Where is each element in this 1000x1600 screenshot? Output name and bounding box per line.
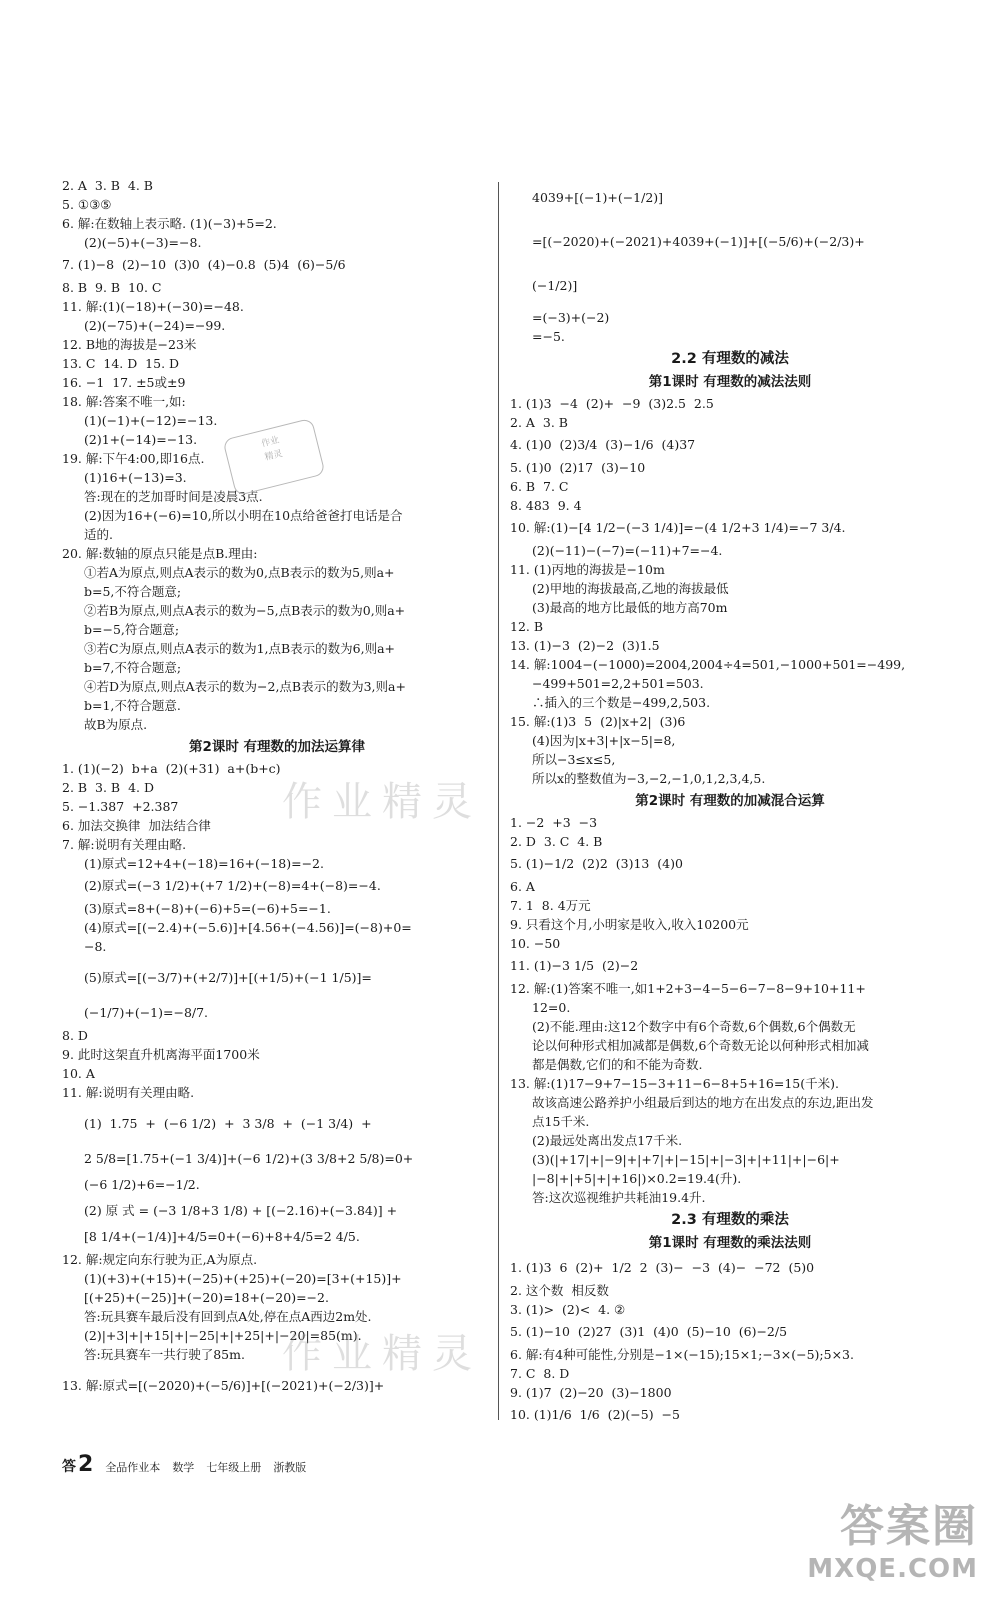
- answer-mark: 答: [62, 1459, 76, 1475]
- answer-line: (1)(+3)+(+15)+(−25)+(+25)+(−20)=[3+(+15)]+: [84, 1271, 402, 1286]
- answer-line: (2)1+(−14)=−13.: [84, 432, 198, 447]
- answer-line: 答:玩具赛车最后没有回到点A处,停在点A西边2m处.: [84, 1309, 372, 1324]
- lesson-title: 第1课时 有理数的乘法法则: [648, 1235, 812, 1251]
- answer-line: b=−5,符合题意;: [84, 622, 180, 637]
- answer-line: 2 5/8=[1.75+(−1 3/4)]+(−6 1/2)+(3 3/8+2 5/8)=0+: [84, 1151, 414, 1166]
- answer-line: 2. 这个数 相反数: [510, 1283, 609, 1298]
- answer-line: 13. (1)−3 (2)−2 (3)1.5: [510, 638, 660, 653]
- answer-line: 4039+[(−1)+(−1/2)]: [532, 190, 664, 205]
- answer-line: 7. (1)−8 (2)−10 (3)0 (4)−0.8 (5)4 (6)−5/6: [62, 257, 346, 272]
- column-divider: [498, 182, 499, 1420]
- answer-line: 11. (1)−3 1/5 (2)−2: [510, 958, 639, 973]
- stamp-text: 作业: [260, 435, 281, 450]
- answer-line: 2. A 3. B: [510, 415, 568, 430]
- answer-line: 7. 1 8. 4万元: [510, 898, 591, 913]
- answer-line: (3)原式=8+(−8)+(−6)+5=(−6)+5=−1.: [84, 901, 331, 916]
- answer-line: 11. 解:说明有关理由略.: [62, 1085, 195, 1100]
- answer-line: ③若C为原点,则点A表示的数为1,点B表示的数为6,则a+: [84, 641, 396, 656]
- answer-line: 10. (1)1/6 1/6 (2)(−5) −5: [510, 1407, 680, 1422]
- answer-line: (1)16+(−13)=3.: [84, 470, 187, 485]
- answer-line: (−1/2)]: [532, 278, 578, 293]
- logo-url: MXQE.COM: [807, 1554, 978, 1584]
- answer-line: =(−3)+(−2): [532, 310, 610, 325]
- answer-line: 答:现在的芝加哥时间是凌晨3点.: [84, 489, 263, 504]
- answer-line: 故B为原点.: [84, 717, 148, 732]
- site-logo: [807, 1490, 978, 1584]
- right-column: [510, 176, 950, 1428]
- answer-line: 点15千米.: [532, 1114, 590, 1129]
- answer-line: b=1,不符合题意.: [84, 698, 181, 713]
- answer-line: ①若A为原点,则点A表示的数为0,点B表示的数为5,则a+: [84, 565, 395, 580]
- lesson-title: 第1课时 有理数的减法法则: [648, 374, 812, 390]
- answer-line: 6. A: [510, 879, 535, 894]
- answer-line: 5. ①③⑤: [62, 197, 112, 212]
- answer-line: 所以−3≤x≤5,: [532, 752, 616, 767]
- lesson-title: 第2课时 有理数的加减混合运算: [635, 793, 825, 809]
- answer-line: ∴插入的三个数是−499,2,503.: [532, 695, 711, 710]
- answer-line: −8.: [84, 939, 107, 954]
- subject: 数学: [172, 1461, 195, 1474]
- answer-line: 论以何种形式相加减都是偶数,6个奇数无论以何种形式相加减: [532, 1038, 869, 1053]
- answer-line: (2)因为16+(−6)=10,所以小明在10点给爸爸打电话是合: [84, 508, 403, 523]
- answer-line: 2. B 3. B 4. D: [62, 780, 154, 795]
- logo-text: 答案圈: [840, 1501, 978, 1552]
- answer-line: b=7,不符合题意;: [84, 660, 182, 675]
- answer-line: 10. −50: [510, 936, 561, 951]
- answer-line: (−6 1/2)+6=−1/2.: [84, 1177, 200, 1192]
- answer-line: 8. D: [62, 1028, 88, 1043]
- answer-line: 1. (1)(−2) b+a (2)(+31) a+(b+c): [62, 761, 281, 776]
- watermark: 作业精灵: [282, 779, 482, 825]
- answer-line: 12=0.: [532, 1000, 571, 1015]
- answer-line: 6. B 7. C: [510, 479, 569, 494]
- answer-line: (2)(−5)+(−3)=−8.: [84, 235, 202, 250]
- answer-line: −499+501=2,2+501=503.: [532, 676, 704, 691]
- answer-line: 6. 解:在数轴上表示略. (1)(−3)+5=2.: [62, 216, 277, 231]
- answer-line: 9. (1)7 (2)−20 (3)−1800: [510, 1385, 672, 1400]
- answer-line: (2)原式=(−3 1/2)+(+7 1/2)+(−8)=4+(−8)=−4.: [84, 878, 381, 893]
- answer-line: ④若D为原点,则点A表示的数为−2,点B表示的数为3,则a+: [84, 679, 406, 694]
- answer-line: (5)原式=[(−3/7)+(+2/7)]+[(+1/5)+(−1 1/5)]=: [84, 970, 372, 985]
- answer-line: 13. 解:(1)17−9+7−15−3+11−6−8+5+16=15(千米).: [510, 1076, 839, 1091]
- answer-line: 19. 解:下午4:00,即16点.: [62, 451, 205, 466]
- answer-line: 12. 解:规定向东行驶为正,A为原点.: [62, 1252, 258, 1267]
- answer-line: 1. −2 +3 −3: [510, 815, 598, 830]
- grade: 七年级上册: [206, 1461, 262, 1474]
- answer-line: (2)(−11)−(−7)=(−11)+7=−4.: [532, 543, 723, 558]
- answer-line: 6. 加法交换律 加法结合律: [62, 818, 211, 833]
- answer-line: [8 1/4+(−1/4)]+4/5=0+(−6)+8+4/5=2 4/5.: [84, 1229, 360, 1244]
- page-footer: [62, 1452, 306, 1477]
- answer-line: 故该高速公路养护小组最后到达的地方在出发点的东边,距出发: [532, 1095, 874, 1110]
- answer-line: 9. 此时这架直升机离海平面1700米: [62, 1047, 260, 1062]
- answer-line: b=5,不符合题意;: [84, 584, 182, 599]
- answer-line: (2)甲地的海拔最高,乙地的海拔最低: [532, 581, 729, 596]
- answer-line: 13. 解:原式=[(−2020)+(−5/6)]+[(−2021)+(−2/3)]+: [62, 1378, 385, 1393]
- answer-line: 7. C 8. D: [510, 1366, 570, 1381]
- answer-line: 8. B 9. B 10. C: [62, 280, 162, 295]
- book-title: 全品作业本: [105, 1461, 161, 1474]
- answer-line: =[(−2020)+(−2021)+4039+(−1)]+[(−5/6)+(−2/3)+: [532, 234, 865, 249]
- answer-line: (3)最高的地方比最低的地方高70m: [532, 600, 728, 615]
- answer-line: 18. 解:答案不唯一,如:: [62, 394, 186, 409]
- answer-line: (4)因为|x+3|+|x−5|=8,: [532, 733, 676, 748]
- answer-line: 10. A: [62, 1066, 95, 1081]
- page-number: 2: [78, 1452, 94, 1477]
- answer-line: 1. (1)3 6 (2)+ 1/2 2 (3)− −3 (4)− −72 (5)0: [510, 1260, 815, 1275]
- answer-line: 5. (1)−1/2 (2)2 (3)13 (4)0: [510, 856, 683, 871]
- answer-line: (1) 1.75 + (−6 1/2) + 3 3/8 + (−1 3/4) +: [84, 1116, 372, 1131]
- answer-line: 适的.: [84, 527, 113, 542]
- answer-line: 8. 483 9. 4: [510, 498, 582, 513]
- answer-line: 12. 解:(1)答案不唯一,如1+2+3−4−5−6−7−8−9+10+11+: [510, 981, 866, 996]
- section-title: 2.3 有理数的乘法: [671, 1212, 789, 1228]
- watermark: 作业精灵: [282, 1331, 482, 1377]
- answer-line: 1. (1)3 −4 (2)+ −9 (3)2.5 2.5: [510, 396, 714, 411]
- answer-line: 所以x的整数值为−3,−2,−1,0,1,2,3,4,5.: [532, 771, 766, 786]
- answer-line: 12. B地的海拔是−23米: [62, 337, 197, 352]
- answer-line: 5. (1)−10 (2)27 (3)1 (4)0 (5)−10 (6)−2/5: [510, 1324, 788, 1339]
- answer-line: (2)|+3|+|+15|+|−25|+|+25|+|−20|=85(m).: [84, 1328, 362, 1343]
- answer-line: 5. −1.387 +2.387: [62, 799, 179, 814]
- answer-line: 13. C 14. D 15. D: [62, 356, 180, 371]
- answer-line: (−1/7)+(−1)=−8/7.: [84, 1005, 209, 1020]
- answer-line: 16. −1 17. ±5或±9: [62, 375, 186, 390]
- answer-line: 15. 解:(1)3 5 (2)|x+2| (3)6: [510, 714, 686, 729]
- answer-line: 都是偶数,它们的和不能为奇数.: [532, 1057, 703, 1072]
- answer-line: (2)不能.理由:这12个数字中有6个奇数,6个偶数,6个偶数无: [532, 1019, 856, 1034]
- answer-line: 3. (1)> (2)< 4. ②: [510, 1302, 626, 1317]
- answer-line: 9. 只看这个月,小明家是收入,收入10200元: [510, 917, 749, 932]
- answer-line: 7. 解:说明有关理由略.: [62, 837, 187, 852]
- answer-line: (1)原式=12+4+(−18)=16+(−18)=−2.: [84, 856, 324, 871]
- answer-line: 11. (1)丙地的海拔是−10m: [510, 562, 665, 577]
- answer-line: 6. 解:有4种可能性,分别是−1×(−15);15×1;−3×(−5);5×3.: [510, 1347, 854, 1362]
- answer-line: (3)(|+17|+|−9|+|+7|+|−15|+|−3|+|+11|+|−6|+: [532, 1152, 840, 1167]
- answer-line: (2)(−75)+(−24)=−99.: [84, 318, 226, 333]
- answer-line: 2. A 3. B 4. B: [62, 178, 153, 193]
- answer-line: 答:这次巡视维护共耗油19.4升.: [532, 1190, 706, 1205]
- answer-line: 4. (1)0 (2)3/4 (3)−1/6 (4)37: [510, 437, 696, 452]
- answer-line: (4)原式=[(−2.4)+(−5.6)]+[4.56+(−4.56)]=(−8)+0=: [84, 920, 412, 935]
- answer-line: [(+25)+(−25)]+(−20)=18+(−20)=−2.: [84, 1290, 329, 1305]
- stamp-text: 精灵: [263, 449, 284, 464]
- answer-line: |−8|+|+5|+|+16|)×0.2=19.4(升).: [532, 1171, 742, 1186]
- answer-line: (2)最远处离出发点17千米.: [532, 1133, 683, 1148]
- answer-line: 10. 解:(1)−[4 1/2−(−3 1/4)]=−(4 1/2+3 1/4)=−7 3/4.: [510, 520, 846, 535]
- answer-line: 11. 解:(1)(−18)+(−30)=−48.: [62, 299, 244, 314]
- answer-line: 5. (1)0 (2)17 (3)−10: [510, 460, 646, 475]
- answer-line: 14. 解:1004−(−1000)=2004,2004÷4=501,−1000+501=−499,: [510, 657, 906, 672]
- answer-line: =−5.: [532, 329, 565, 344]
- answer-line: (2) 原 式 = (−3 1/8+3 1/8) + [(−2.16)+(−3.84)] +: [84, 1203, 398, 1218]
- section-title: 2.2 有理数的减法: [671, 351, 789, 367]
- answer-line: 答:玩具赛车一共行驶了85m.: [84, 1347, 245, 1362]
- answer-line: 20. 解:数轴的原点只能是点B.理由:: [62, 546, 258, 561]
- answer-line: 2. D 3. C 4. B: [510, 834, 603, 849]
- edition: 浙教版: [273, 1461, 307, 1474]
- answer-line: 12. B: [510, 619, 544, 634]
- answer-line: ②若B为原点,则点A表示的数为−5,点B表示的数为0,则a+: [84, 603, 406, 618]
- answer-line: (1)(−1)+(−12)=−13.: [84, 413, 218, 428]
- lesson-title: 第2课时 有理数的加法运算律: [188, 739, 366, 755]
